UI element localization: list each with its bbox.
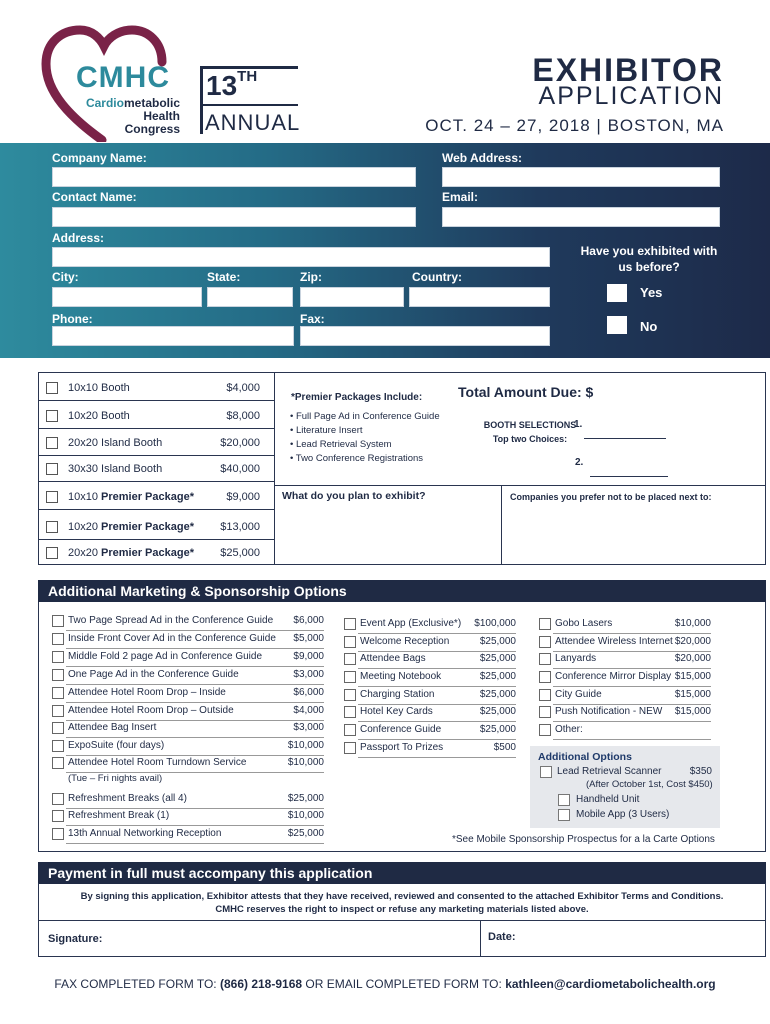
date-field[interactable] (520, 926, 760, 954)
booth-divider (274, 372, 275, 565)
phone-label: Phone: (52, 312, 93, 326)
company-label: Company Name: (52, 151, 147, 165)
option-name: Meeting Notebook (360, 671, 442, 682)
checkbox[interactable] (52, 793, 64, 805)
list-item: • Literature Insert (290, 424, 440, 438)
yes-label: Yes (640, 285, 663, 300)
option-price: $25,000 (479, 706, 516, 717)
option-price: $10,000 (287, 810, 324, 821)
event-info: OCT. 24 – 27, 2018 | BOSTON, MA (425, 116, 724, 135)
country-field[interactable] (409, 287, 550, 307)
booth-price: $8,000 (226, 410, 260, 422)
option-price: $20,000 (674, 636, 711, 647)
sponsorship-option[interactable] (539, 652, 711, 669)
checkbox[interactable] (558, 809, 570, 821)
date-label: Date: (488, 931, 516, 943)
premier-title: *Premier Packages Include: (291, 392, 423, 403)
option-underline (66, 630, 324, 631)
sponsorship-option[interactable] (52, 650, 324, 667)
option-price: $10,000 (287, 757, 324, 768)
booth-price: $4,000 (226, 382, 260, 394)
booth-price: $13,000 (220, 521, 260, 533)
lead-retrieval-note: (After October 1st, Cost $450) (586, 779, 713, 790)
option-name: Passport To Prizes (360, 742, 444, 753)
option-underline (66, 825, 324, 826)
checkbox[interactable] (52, 722, 64, 734)
option-name: Middle Fold 2 page Ad in Conference Guide (68, 651, 263, 662)
booth-divider-v2 (501, 485, 502, 565)
booth-name: 10x10 Booth (68, 382, 130, 394)
sponsorship-option[interactable] (539, 670, 711, 687)
page-subtitle: APPLICATION (538, 82, 724, 110)
handheld-option[interactable]: Handheld Unit (558, 794, 708, 808)
option-price: $15,000 (674, 689, 711, 700)
checkbox[interactable] (52, 687, 64, 699)
country-label: Country: (412, 270, 462, 284)
no-label: No (640, 319, 658, 334)
option-name: Push Notification - NEW (555, 706, 663, 717)
option-name: Refreshment Break (1) (68, 810, 170, 821)
checkbox[interactable] (539, 689, 551, 701)
option-name: Attendee Hotel Room Drop – Inside (68, 687, 226, 698)
choice-1-label: 1. (574, 419, 583, 430)
booth-option[interactable] (38, 514, 274, 540)
option-name: ExpoSuite (four days) (68, 740, 165, 751)
checkbox[interactable] (539, 618, 551, 630)
option-underline (553, 739, 711, 740)
booth-price: $25,000 (220, 547, 260, 559)
logo-subtitle: Cardiometabolic Health Congress (85, 96, 180, 136)
option-price: $100,000 (474, 618, 516, 629)
option-underline (66, 666, 324, 667)
option-name: Attendee Bag Insert (68, 722, 157, 733)
checkbox[interactable] (344, 618, 356, 630)
yes-checkbox[interactable] (607, 284, 627, 302)
choice-1-field[interactable] (584, 438, 666, 439)
option-price: $3,000 (293, 669, 324, 680)
option-underline (66, 684, 324, 685)
checkbox[interactable] (540, 766, 552, 778)
booth-name: 10x20 Premier Package* (68, 521, 194, 533)
option-price: $20,000 (674, 653, 711, 664)
state-label: State: (207, 270, 241, 284)
option-name: Attendee Hotel Room Turndown Service (68, 757, 247, 768)
option-underline (358, 633, 516, 634)
option-price: $4,000 (293, 705, 324, 716)
option-name: Inside Front Cover Ad in the Conference Guide (68, 633, 276, 644)
booth-name: 30x30 Island Booth (68, 463, 163, 475)
sponsorship-option[interactable] (539, 705, 711, 722)
sponsorship-option[interactable] (344, 670, 516, 687)
list-item: • Full Page Ad in Conference Guide (290, 410, 440, 424)
fax-field[interactable] (300, 326, 550, 346)
option-price: $6,000 (293, 615, 324, 626)
option-underline (66, 737, 324, 738)
choice-2-field[interactable] (590, 476, 668, 477)
total-amount-label: Total Amount Due: $ (458, 384, 594, 400)
city-label: City: (52, 270, 79, 284)
option-price: $25,000 (479, 689, 516, 700)
sponsorship-option[interactable] (539, 635, 711, 652)
option-price: $6,000 (293, 687, 324, 698)
email-link[interactable]: kathleen@cardiometabolichealth.org (505, 977, 716, 991)
prefer-question: Companies you prefer not to be placed next to: (510, 492, 712, 502)
booth-option[interactable] (38, 430, 274, 456)
city-field[interactable] (52, 287, 202, 307)
option-price: $10,000 (287, 740, 324, 751)
checkbox[interactable] (52, 615, 64, 627)
option-price: $15,000 (674, 706, 711, 717)
sponsorship-option[interactable] (52, 792, 324, 809)
option-name: Attendee Bags (360, 653, 426, 664)
checkbox[interactable] (344, 689, 356, 701)
option-underline (358, 668, 516, 669)
checkbox[interactable] (46, 491, 58, 503)
sponsorship-option[interactable] (52, 632, 324, 649)
booth-price: $20,000 (220, 437, 260, 449)
sponsorship-footnote: *See Mobile Sponsorship Prospectus for a la Carte Options (452, 834, 715, 845)
state-field[interactable] (207, 287, 293, 307)
checkbox[interactable] (539, 653, 551, 665)
option-price: $25,000 (479, 671, 516, 682)
checkbox[interactable] (46, 437, 58, 449)
checkbox[interactable] (52, 633, 64, 645)
checkbox[interactable] (344, 653, 356, 665)
booth-option[interactable] (38, 403, 274, 429)
option-underline (66, 702, 324, 703)
option-price: $3,000 (293, 722, 324, 733)
checkbox[interactable] (344, 671, 356, 683)
sponsorship-option[interactable] (52, 739, 324, 756)
zip-field[interactable] (300, 287, 404, 307)
checkbox[interactable] (539, 636, 551, 648)
option-price: $25,000 (479, 636, 516, 647)
email-label: Email: (442, 190, 479, 204)
email-field[interactable] (442, 207, 720, 227)
sponsorship-option[interactable] (52, 704, 324, 721)
payment-terms: By signing this application, Exhibitor attests that they have received, reviewed and consented to the attached Exhibitor Terms and Conditions. CMHC reserves the right to inspect or refuse any marketing materials listed above. (80, 891, 724, 915)
checkbox[interactable] (52, 669, 64, 681)
option-underline (553, 633, 711, 634)
checkbox[interactable] (46, 521, 58, 533)
option-price: $25,000 (479, 653, 516, 664)
sponsorship-option[interactable] (344, 617, 516, 634)
contact-label: Contact Name: (52, 190, 137, 204)
sponsorship-option[interactable] (52, 756, 324, 773)
booth-price: $9,000 (226, 491, 260, 503)
option-name: One Page Ad in the Conference Guide (68, 669, 239, 680)
checkbox[interactable] (539, 671, 551, 683)
checkbox[interactable] (344, 724, 356, 736)
booth-name: 20x20 Island Booth (68, 437, 163, 449)
option-name: Refreshment Breaks (all 4) (68, 793, 187, 804)
sponsorship-option[interactable] (344, 635, 516, 652)
checkbox[interactable] (46, 410, 58, 422)
booth-option[interactable] (38, 540, 274, 566)
option-underline (358, 739, 516, 740)
choice-2-label: 2. (575, 457, 584, 468)
option-underline (358, 686, 516, 687)
list-item: • Two Conference Registrations (290, 452, 440, 466)
premier-list (290, 410, 440, 466)
marketing-heading: Additional Marketing & Sponsorship Options (38, 580, 766, 602)
anniversary-number: 13TH (206, 68, 258, 101)
checkbox[interactable] (46, 382, 58, 394)
booth-name: 10x10 Premier Package* (68, 491, 194, 503)
option-name: Welcome Reception (360, 636, 450, 647)
option-name: Attendee Wireless Internet (555, 636, 673, 647)
option-price: $25,000 (287, 828, 324, 839)
option-name: Attendee Hotel Room Drop – Outside (68, 705, 234, 716)
no-checkbox[interactable] (607, 316, 627, 334)
option-price: $9,000 (293, 651, 324, 662)
checkbox[interactable] (52, 810, 64, 822)
payment-divider (38, 920, 766, 921)
option-underline (358, 757, 516, 758)
checkbox[interactable] (52, 705, 64, 717)
option-name: Charging Station (360, 689, 435, 700)
option-name: Event App (Exclusive*) (360, 618, 462, 629)
sponsorship-option[interactable] (344, 688, 516, 705)
zip-label: Zip: (300, 270, 322, 284)
option-underline (358, 721, 516, 722)
exhibited-question: Have you exhibited with us before? (580, 244, 718, 274)
payment-heading: Payment in full must accompany this application (38, 862, 766, 884)
option-name: Conference Guide (360, 724, 442, 735)
anniversary-divider (203, 104, 298, 106)
option-price: $500 (493, 742, 516, 753)
submission-instructions: FAX COMPLETED FORM TO: (866) 218-9168 OR EMAIL COMPLETED FORM TO: kathleen@cardiometabolichealth.org (54, 977, 716, 991)
option-name: Other: (555, 724, 583, 735)
sponsorship-option[interactable] (52, 721, 324, 738)
checkbox[interactable] (539, 706, 551, 718)
option-name: Gobo Lasers (555, 618, 613, 629)
booth-divider-h (274, 485, 766, 486)
checkbox[interactable] (52, 757, 64, 769)
option-underline (553, 668, 711, 669)
web-label: Web Address: (442, 151, 523, 165)
plan-question: What do you plan to exhibit? (282, 490, 426, 502)
option-price: $10,000 (674, 618, 711, 629)
checkbox[interactable] (52, 740, 64, 752)
checkbox[interactable] (52, 828, 64, 840)
option-price: $5,000 (293, 633, 324, 644)
option-price: $15,000 (674, 671, 711, 682)
option-name: City Guide (555, 689, 602, 700)
option-underline (66, 843, 324, 844)
sponsorship-option[interactable] (344, 723, 516, 740)
checkbox[interactable] (344, 742, 356, 754)
option-underline (553, 721, 711, 722)
payment-divider-v (480, 921, 481, 957)
option-name: Hotel Key Cards (360, 706, 433, 717)
phone-field[interactable] (52, 326, 294, 346)
web-field[interactable] (442, 167, 720, 187)
sponsorship-option[interactable] (52, 827, 324, 844)
sponsorship-option[interactable] (344, 652, 516, 669)
list-item: • Lead Retrieval System (290, 438, 440, 452)
address-label: Address: (52, 231, 105, 245)
turndown-note: (Tue – Fri nights avail) (68, 773, 163, 784)
additional-options-title: Additional Options (538, 751, 632, 763)
booth-name: 20x20 Premier Package* (68, 547, 194, 559)
option-name: Conference Mirror Display (555, 671, 672, 682)
lead-retrieval-option[interactable]: Lead Retrieval Scanner $350 (540, 766, 716, 780)
sponsorship-option[interactable] (539, 617, 711, 634)
mobile-app-option[interactable]: Mobile App (3 Users) (558, 809, 708, 823)
option-underline (66, 648, 324, 649)
option-price: $25,000 (479, 724, 516, 735)
sponsorship-option[interactable] (52, 809, 324, 826)
booth-option[interactable] (38, 375, 274, 401)
page-title: EXHIBITOR (532, 52, 724, 88)
checkbox[interactable] (344, 706, 356, 718)
sponsorship-option[interactable] (344, 705, 516, 722)
booth-selections: BOOTH SELECTIONS Top two Choices: (483, 420, 577, 444)
sponsorship-option[interactable] (539, 688, 711, 705)
sponsorship-option[interactable] (52, 686, 324, 703)
checkbox[interactable] (46, 547, 58, 559)
sponsorship-option[interactable] (52, 668, 324, 685)
checkbox[interactable] (344, 636, 356, 648)
checkbox[interactable] (558, 794, 570, 806)
signature-field[interactable] (110, 926, 475, 954)
anniversary-word: ANNUAL (205, 110, 301, 135)
fax-label: Fax: (300, 312, 325, 326)
booth-name: 10x20 Booth (68, 410, 130, 422)
sponsorship-option[interactable] (539, 723, 711, 740)
option-name: 13th Annual Networking Reception (68, 828, 222, 839)
booth-option[interactable] (38, 456, 274, 482)
checkbox[interactable] (539, 724, 551, 736)
logo-acronym: CMHC (76, 61, 170, 94)
sponsorship-option[interactable] (344, 741, 516, 758)
option-price: $25,000 (287, 793, 324, 804)
checkbox[interactable] (46, 463, 58, 475)
booth-option[interactable] (38, 484, 274, 510)
signature-label: Signature: (48, 933, 103, 945)
option-name: Lanyards (555, 653, 597, 664)
checkbox[interactable] (52, 651, 64, 663)
address-field[interactable] (52, 247, 550, 267)
option-name: Two Page Spread Ad in the Conference Guide (68, 615, 274, 626)
option-underline (553, 686, 711, 687)
contact-field[interactable] (52, 207, 416, 227)
company-field[interactable] (52, 167, 416, 187)
sponsorship-option[interactable] (52, 614, 324, 631)
booth-price: $40,000 (220, 463, 260, 475)
